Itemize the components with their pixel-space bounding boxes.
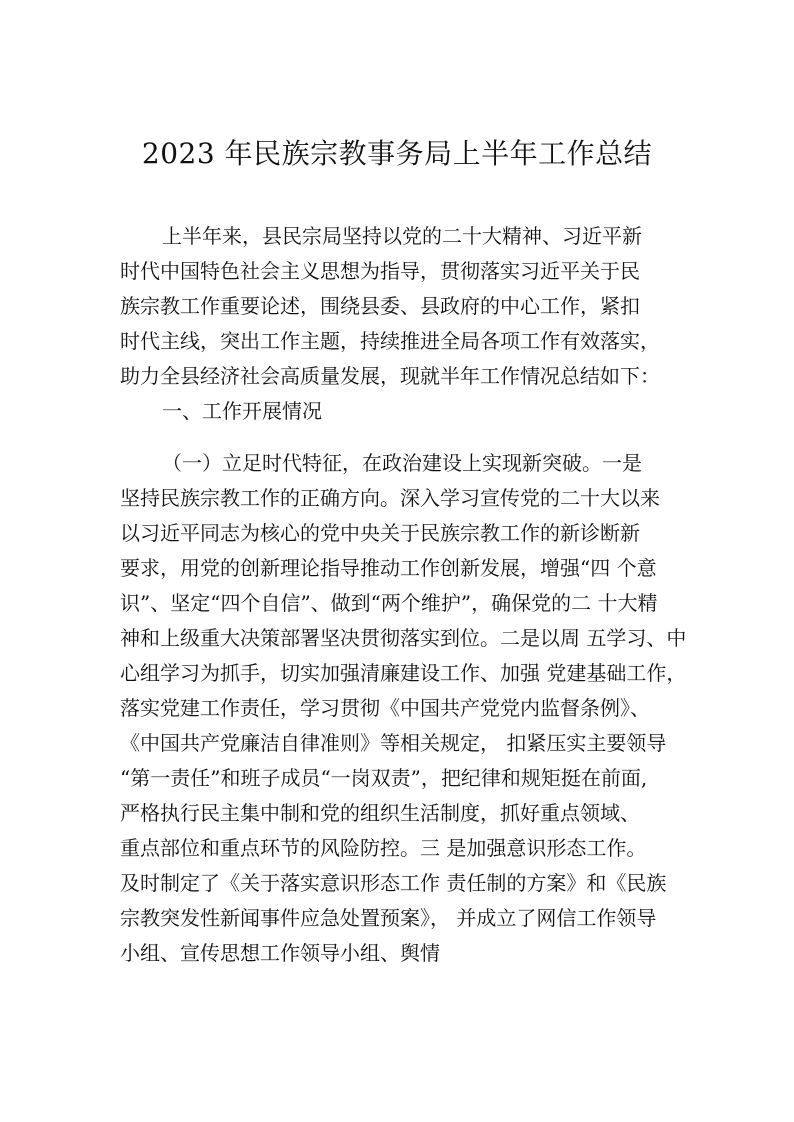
paragraph-line: 以习近平同志为核心的党中央关于民族宗教工作的新诊断新 bbox=[120, 521, 640, 545]
paragraph-line: 上半年来，县民宗局坚持以党的二十大精神、习近平新 bbox=[162, 224, 642, 248]
document-title: 2023 年民族宗教事务局上半年工作总结 bbox=[141, 137, 653, 170]
paragraph-line: 《中国共产党廉洁自律准则》等相关规定， 扣紧压实主要领导 bbox=[120, 731, 667, 755]
paragraph-line: 时代主线，突出工作主题，持续推进全局各项工作有效落实， bbox=[120, 329, 660, 353]
paragraph-line: 族宗教工作重要论述，围绕县委、县政府的中心工作，紧扣 bbox=[120, 294, 640, 318]
paragraph-line: （一）立足时代特征，在政治建设上实现新突破。一是 bbox=[162, 451, 642, 475]
paragraph-line: 心组学习为抓手，切实加强清廉建设工作、加强 党建基础工作， bbox=[120, 661, 687, 685]
paragraph-line: 识”、坚定“四个自信”、做到“两个维护”，确保党的二 十大精 bbox=[120, 591, 658, 615]
paragraph-line: 及时制定了《关于落实意识形态工作 责任制的方案》和《民族 bbox=[120, 871, 667, 895]
paragraph-line: 小组、宣传思想工作领导小组、舆情 bbox=[120, 941, 440, 965]
paragraph-line: 宗教突发性新闻事件应急处置预案》， 并成立了网信工作领导 bbox=[120, 906, 657, 930]
paragraph-line: 时代中国特色社会主义思想为指导，贯彻落实习近平关于民 bbox=[120, 259, 640, 283]
paragraph-line: “第一责任”和班子成员“一岗双责”，把纪律和规矩挺在前面, bbox=[120, 766, 648, 790]
section-heading: 一、工作开展情况 bbox=[162, 399, 322, 423]
paragraph-line: 神和上级重大决策部署坚决贯彻落实到位。二是以周 五学习、中 bbox=[120, 626, 687, 650]
paragraph-line: 助力全县经济社会高质量发展，现就半年工作情况总结如下： bbox=[120, 364, 660, 388]
paragraph-line: 落实党建工作责任，学习贯彻《中国共产党党内监督条例》、 bbox=[120, 696, 650, 720]
paragraph-line: 要求，用党的创新理论指导推动工作创新发展，增强“四 个意 bbox=[120, 556, 657, 580]
paragraph-line: 重点部位和重点环节的风险防控。三 是加强意识形态工作。 bbox=[120, 836, 647, 860]
paragraph-line: 严格执行民主集中制和党的组织生活制度，抓好重点领域、 bbox=[120, 801, 640, 825]
paragraph-line: 坚持民族宗教工作的正确方向。深入学习宣传党的二十大以来 bbox=[120, 486, 660, 510]
